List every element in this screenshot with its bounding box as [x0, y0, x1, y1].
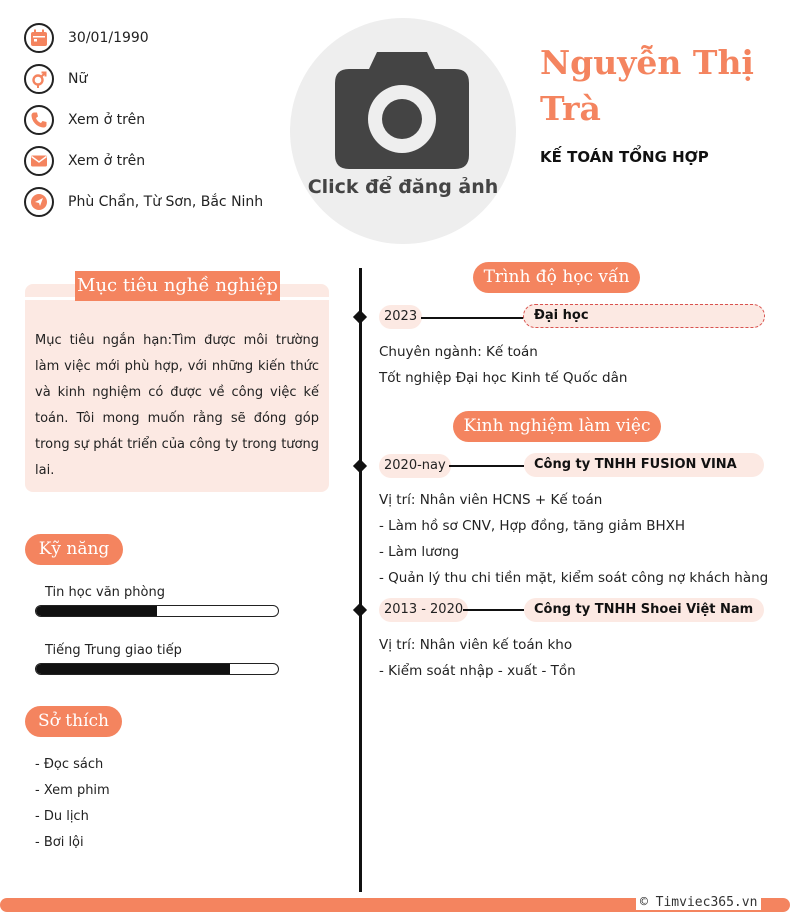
timeline-connector [463, 609, 524, 611]
timeline-connector [449, 465, 524, 467]
skill-label: Tin học văn phòng [45, 585, 165, 600]
contact-address [24, 185, 263, 219]
experience-company: Công ty TNHH Shoei Việt Nam [524, 598, 764, 622]
hobbies-heading: Sở thích [25, 706, 122, 737]
education-year: 2023 [379, 305, 422, 329]
address-text: Phù Chẩn, Từ Sơn, Bắc Ninh [68, 194, 264, 210]
phone-text: Xem ở trên [68, 112, 146, 128]
candidate-name: Nguyễn Thị Trà [540, 43, 754, 128]
skill-bar [35, 663, 279, 675]
calendar-icon [24, 23, 54, 53]
location-icon [24, 187, 54, 217]
hobby-item: - Du lịch [35, 809, 89, 824]
objective-heading: Mục tiêu nghề nghiệp [75, 271, 280, 301]
phone-icon [24, 105, 54, 135]
timeline-line [359, 268, 362, 892]
experience-line: - Quản lý thu chi tiền mặt, kiểm soát công nợ khách hàng [379, 570, 769, 586]
skills-heading: Kỹ năng [25, 534, 123, 565]
gender-icon [24, 64, 54, 94]
education-heading: Trình độ học vấn [473, 262, 640, 293]
timeline-connector [421, 317, 524, 319]
camera-icon [335, 52, 469, 169]
experience-line: - Kiểm soát nhập - xuất - Tồn [379, 663, 576, 679]
contact-email [24, 144, 145, 178]
timeline-marker [353, 459, 367, 473]
skill-bar [35, 605, 279, 617]
skill-bar-fill [36, 664, 230, 674]
contact-phone [24, 103, 145, 137]
email-icon [24, 146, 54, 176]
birthday-text: 30/01/1990 [68, 30, 149, 46]
experience-line: Vị trí: Nhân viên HCNS + Kế toán [379, 492, 603, 508]
hobby-item: - Đọc sách [35, 757, 104, 772]
experience-line: - Làm hồ sơ CNV, Hợp đồng, tăng giảm BHXH [379, 518, 686, 534]
experience-line: - Làm lương [379, 544, 460, 560]
skill-bar-fill [36, 606, 157, 616]
education-line: Tốt nghiệp Đại học Kinh tế Quốc dân [379, 370, 628, 386]
footer-credit: © Timviec365.vn [636, 895, 761, 910]
hobby-item: - Bơi lội [35, 835, 84, 850]
education-line: Chuyên ngành: Kế toán [379, 344, 538, 360]
contact-birthday [24, 21, 149, 55]
job-title: KẾ TOÁN TỔNG HỢP [540, 148, 709, 166]
skill-label: Tiếng Trung giao tiếp [45, 643, 182, 658]
objective-text: Mục tiêu ngắn hạn:Tìm được môi trường làm việc mới phù hợp, với những kiến thức và kinh nghiệm có được về công việc kế toán. Tôi mong muốn rằng sẽ đóng góp trong sự phát triển của công ty trong tương lai. [35, 333, 319, 478]
experience-heading: Kinh nghiệm làm việc [453, 411, 661, 442]
experience-line: Vị trí: Nhân viên kế toán kho [379, 637, 573, 653]
experience-period: 2013 - 2020 [379, 598, 468, 622]
experience-company: Công ty TNHH FUSION VINA [524, 453, 764, 477]
timeline-marker [353, 603, 367, 617]
timeline-marker [353, 310, 367, 324]
email-text: Xem ở trên [68, 153, 146, 169]
gender-text: Nữ [68, 71, 88, 87]
hobby-item: - Xem phim [35, 783, 110, 798]
experience-period: 2020-nay [379, 454, 451, 478]
contact-gender [24, 62, 87, 96]
avatar-upload[interactable] [290, 18, 516, 244]
education-school[interactable]: Đại học [523, 304, 765, 328]
avatar-caption: Click để đăng ảnh [307, 176, 499, 198]
